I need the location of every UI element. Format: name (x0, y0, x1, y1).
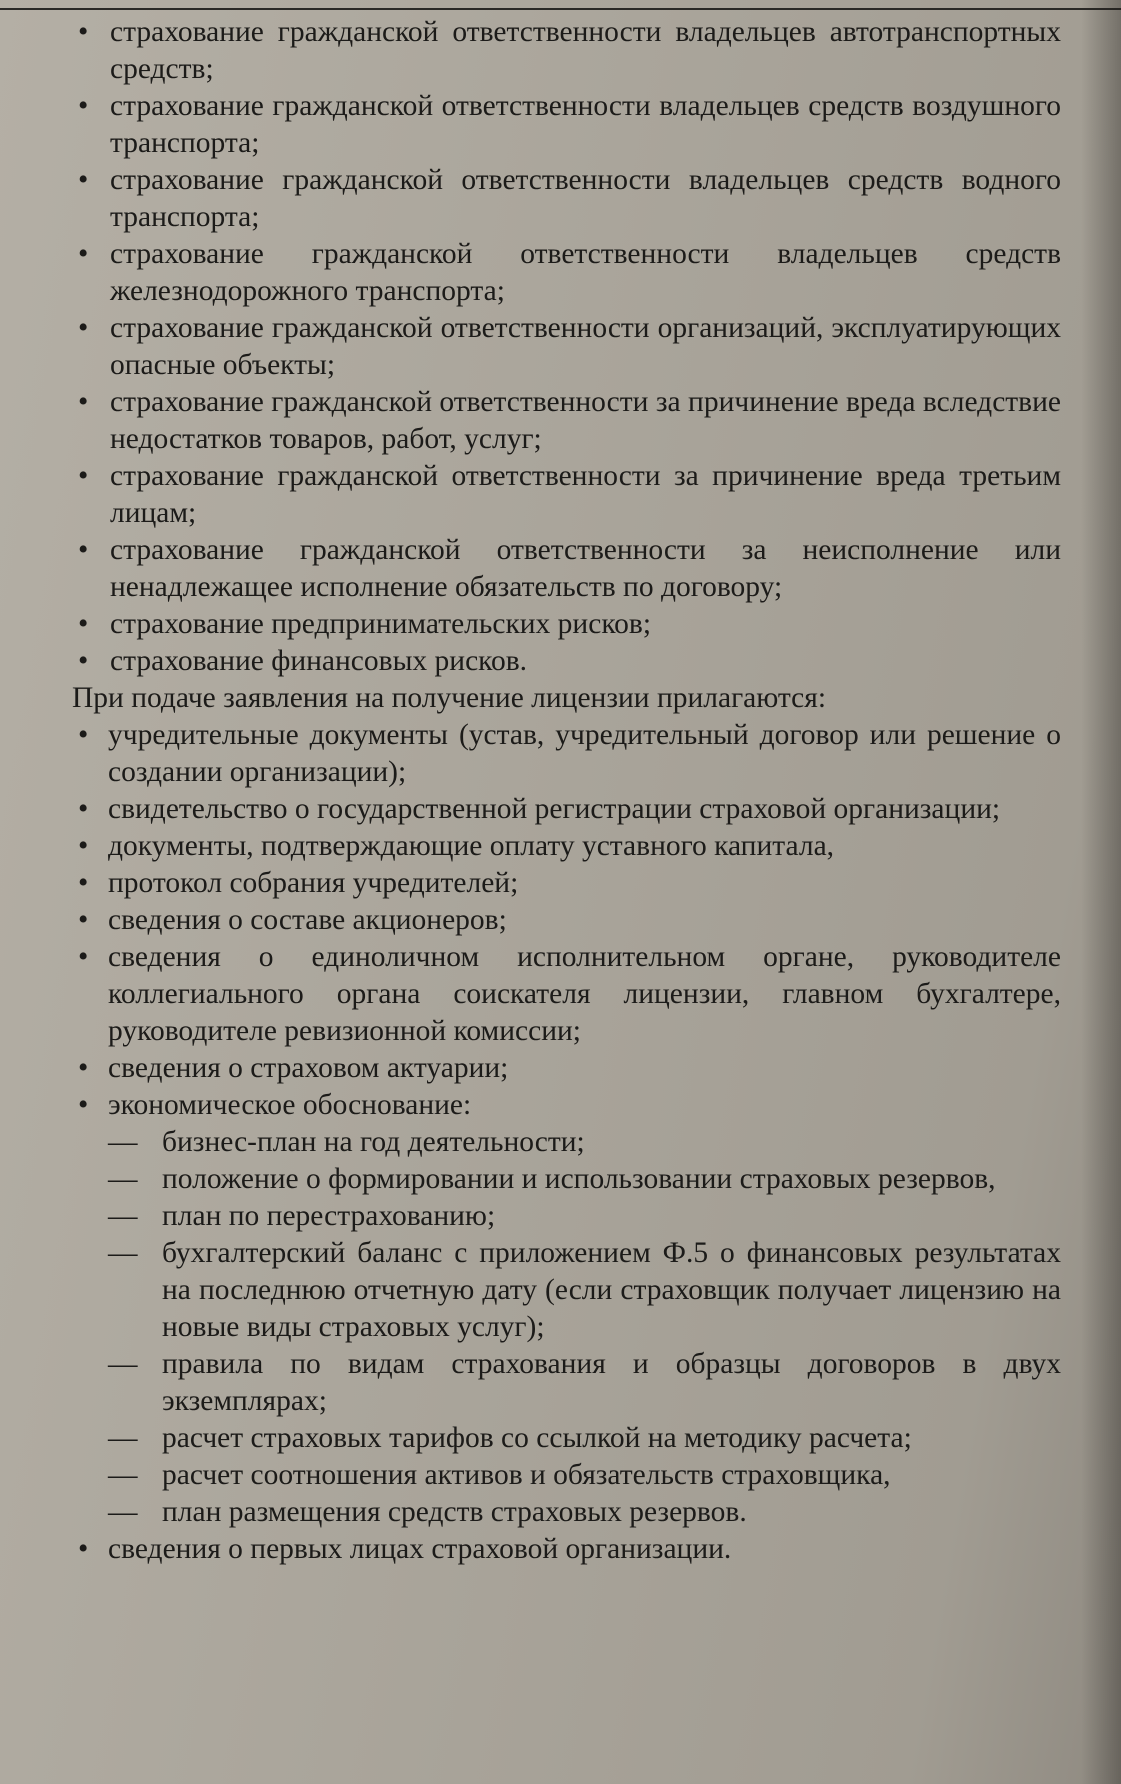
header-rule (0, 8, 1121, 10)
final-list (64, 1531, 1061, 1568)
list-item: • сведения о первых лицах страховой организации. (64, 1531, 1061, 1568)
sublist-item: — бизнес-план на год деятельности; (108, 1124, 1061, 1161)
list-item: • страхование финансовых рисков. (64, 643, 1061, 680)
list-item: • документы, подтверждающие оплату уставного капитала, (64, 828, 1061, 865)
page-edge-shadow (1081, 0, 1121, 1784)
documents-list (64, 717, 1061, 1124)
list-item: • страхование гражданской ответственности за причинение вреда вследствие недостатков товаров, работ, услуг; (64, 384, 1061, 458)
intro-paragraph: При подаче заявления на получение лицензии прилагаются: (72, 682, 827, 714)
list-item: • страхование предпринимательских рисков; (64, 606, 1061, 643)
list-item: • страхование гражданской ответственности организаций, эксплуатирующих опасные объекты; (64, 310, 1061, 384)
sublist-item: — расчет соотношения активов и обязательств страховщика, (108, 1457, 1061, 1494)
list-item: • страхование гражданской ответственности владельцев средств воздушного транспорта; (64, 88, 1061, 162)
sublist-item: — правила по видам страхования и образцы договоров в двух экземплярах; (108, 1346, 1061, 1420)
list-item: • сведения о составе акционеров; (64, 902, 1061, 939)
sublist-item: — положение о формировании и использовании страховых резервов, (108, 1161, 1061, 1198)
insurance-types-list (64, 14, 1061, 680)
list-item: • свидетельство о государственной регистрации страховой организации; (64, 791, 1061, 828)
list-item: • протокол собрания учредителей; (64, 865, 1061, 902)
economic-justification-sublist (64, 1124, 1061, 1531)
list-item: • страхование гражданской ответственности владельцев автотранспортных средств; (64, 14, 1061, 88)
list-item: • учредительные документы (устав, учредительный договор или решение о создании организации); (64, 717, 1061, 791)
list-item: • страхование гражданской ответственности владельцев средств водного транспорта; (64, 162, 1061, 236)
list-item: • экономическое обоснование: (64, 1087, 1061, 1124)
list-item: • страхование гражданской ответственности за неисполнение или ненадлежащее исполнение обязательств по договору; (64, 532, 1061, 606)
sublist-item: — план по перестрахованию; (108, 1198, 1061, 1235)
sublist-item: — расчет страховых тарифов со ссылкой на методику расчета; (108, 1420, 1061, 1457)
sublist-item: — план размещения средств страховых резервов. (108, 1494, 1061, 1531)
sublist-item: — бухгалтерский баланс с приложением Ф.5 о финансовых результатах на последнюю отчетную дату (если страховщик получает лицензию на новые виды страховых услуг); (108, 1235, 1061, 1346)
list-item: • страхование гражданской ответственности за причинение вреда третьим лицам; (64, 458, 1061, 532)
list-item: • сведения о страховом актуарии; (64, 1050, 1061, 1087)
list-item: • сведения о единоличном исполнительном органе, руководителе коллегиального органа соискателя лицензии, главном бухгалтере, руководителе ревизионной комиссии; (64, 939, 1061, 1050)
list-item: • страхование гражданской ответственности владельцев средств железнодорожного транспорта; (64, 236, 1061, 310)
